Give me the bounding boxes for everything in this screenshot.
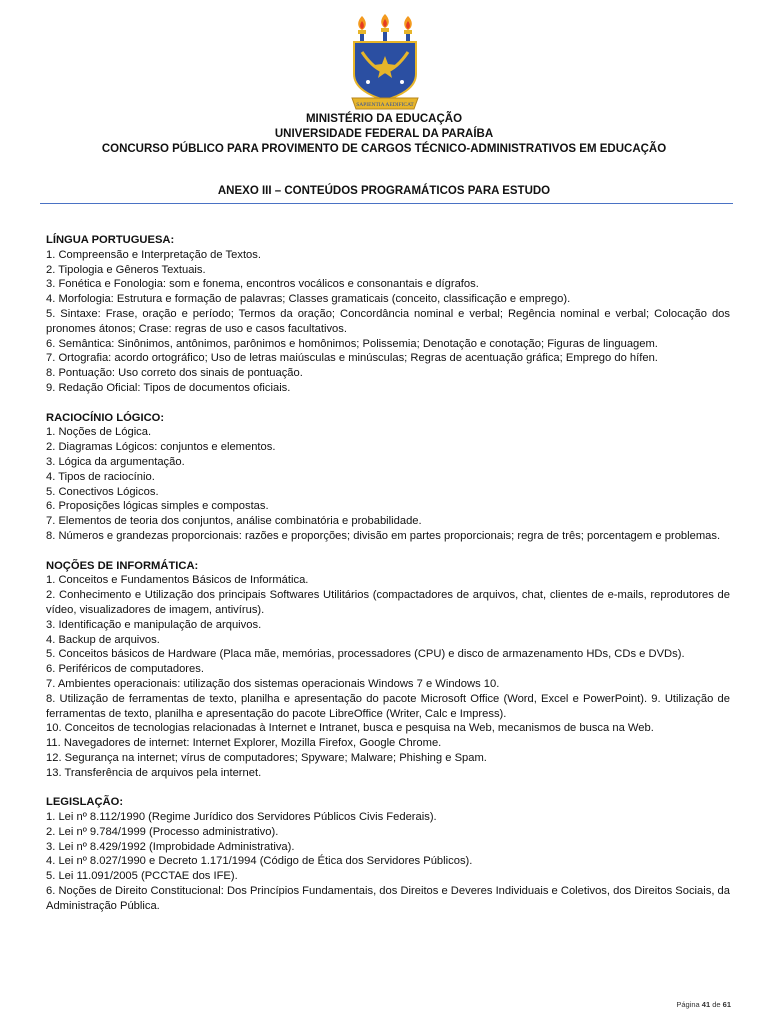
syllabus-section: [46, 795, 730, 913]
syllabus-item: 4. Morfologia: Estrutura e formação de palavras; Classes gramaticais (conceito, classificação e emprego).: [46, 293, 571, 306]
syllabus-item: 1. Lei nº 8.112/1990 (Regime Jurídico dos Servidores Públicos Civis Federais).: [46, 811, 437, 824]
syllabus-section: [46, 411, 730, 544]
total-pages: 61: [722, 1000, 731, 1009]
syllabus-item: 6. Periféricos de computadores.: [46, 663, 204, 676]
syllabus-item: 3. Lei nº 8.429/1992 (Improbidade Administrativa).: [46, 840, 295, 853]
syllabus-item: 5. Conceitos básicos de Hardware (Placa mãe, memórias, processadores (CPU) e disco de armazenamento HDs, CDs e DVDs).: [46, 648, 685, 661]
syllabus-item: 1. Compreensão e Interpretação de Textos.: [46, 248, 261, 261]
syllabus-item: 4. Tipos de raciocínio.: [46, 470, 155, 483]
of-label: de: [712, 1000, 721, 1009]
ufpb-logo: [348, 12, 422, 112]
syllabus-item: 5. Sintaxe: Frase, oração e período; Termos da oração; Concordância nominal e verbal; Regência nominal e verbal; Colocação dos pronomes átonos; Crase: regras de uso e casos facultativos.: [46, 307, 730, 335]
syllabus-item: 6. Proposições lógicas simples e compostas.: [46, 500, 269, 513]
syllabus-item: 2. Conhecimento e Utilização dos principais Softwares Utilitários (compactadores de arquivos, chat, clientes de e-mails, reprodutores de vídeo, visualizadores de imagem, antivírus).: [46, 589, 730, 616]
section-title: RACIOCÍNIO LÓGICO:: [46, 411, 165, 424]
section-title: LEGISLAÇÃO:: [46, 796, 124, 809]
syllabus-item: 7. Elementos de teoria dos conjuntos, análise combinatória e probabilidade.: [46, 515, 422, 528]
syllabus-item: 2. Lei nº 9.784/1999 (Processo administrativo).: [46, 825, 279, 838]
syllabus-item: 9. Redação Oficial: Tipos de documentos oficiais.: [46, 381, 291, 394]
header-ministry: MINISTÉRIO DA EDUCAÇÃO: [305, 113, 463, 125]
logo-motto: SAPIENTIA AEDIFICAT: [356, 102, 414, 108]
page-label: Página: [676, 1000, 700, 1009]
syllabus-item: 1. Conceitos e Fundamentos Básicos de Informática.: [46, 574, 309, 587]
header-university: UNIVERSIDADE FEDERAL DA PARAÍBA: [274, 128, 494, 140]
header-contest: CONCURSO PÚBLICO PARA PROVIMENTO DE CARGOS TÉCNICO-ADMINISTRATIVOS EM EDUCAÇÃO: [101, 143, 667, 155]
syllabus-item: 12. Segurança na internet; vírus de computadores; Spyware; Malware; Phishing e Spam.: [46, 751, 487, 764]
syllabus-item: 1. Noções de Lógica.: [46, 426, 152, 439]
section-title: NOÇÕES DE INFORMÁTICA:: [46, 559, 199, 572]
syllabus-item: 13. Transferência de arquivos pela internet.: [46, 766, 262, 779]
annex-title: ANEXO III – CONTEÚDOS PROGRAMÁTICOS PARA ESTUDO: [217, 185, 551, 197]
syllabus-item: 11. Navegadores de internet: Internet Explorer, Mozilla Firefox, Google Chrome.: [46, 737, 442, 750]
syllabus-item: 2. Diagramas Lógicos: conjuntos e elementos.: [46, 441, 276, 454]
syllabus-item: 8. Pontuação: Uso correto dos sinais de pontuação.: [46, 367, 303, 380]
document-header: [40, 112, 728, 157]
syllabus-section: [46, 559, 730, 781]
syllabus-content: [46, 233, 730, 928]
page-number: 41: [701, 1000, 711, 1009]
header-divider: [40, 203, 733, 204]
syllabus-item: 3. Fonética e Fonologia: som e fonema, encontros vocálicos e consonantais e dígrafos.: [46, 278, 479, 291]
page-footer: [676, 1000, 731, 1009]
syllabus-item: 3. Lógica da argumentação.: [46, 455, 185, 468]
syllabus-item: 6. Noções de Direito Constitucional: Dos Princípios Fundamentais, dos Direitos e Deveres Individuais e Coletivos, dos Direitos Sociais, da Administração Pública.: [46, 885, 730, 912]
section-title: LÍNGUA PORTUGUESA:: [46, 234, 175, 246]
syllabus-section: [46, 233, 730, 396]
syllabus-item: 2. Tipologia e Gêneros Textuais.: [46, 263, 206, 276]
syllabus-item: 7. Ortografia: acordo ortográfico; Uso de letras maiúsculas e minúsculas; Regras de acentuação gráfica; Emprego do hífen.: [46, 352, 658, 365]
syllabus-item: 10. Conceitos de tecnologias relacionadas à Internet e Intranet, busca e pesquisa na Web, mecanismos de busca na Web.: [46, 722, 654, 735]
syllabus-item: 5. Conectivos Lógicos.: [46, 485, 159, 498]
syllabus-item: 4. Lei nº 8.027/1990 e Decreto 1.171/1994 (Código de Ética dos Servidores Públicos).: [46, 855, 473, 868]
syllabus-item: 6. Semântica: Sinônimos, antônimos, parônimos e homônimos; Polissemia; Denotação e conotação; Figuras de linguagem.: [46, 337, 658, 350]
syllabus-item: 4. Backup de arquivos.: [46, 633, 160, 646]
syllabus-item: 8. Utilização de ferramentas de texto, planilha e apresentação do pacote Microsoft Office (Word, Excel e PowerPoint). 9. Utilização de ferramentas de texto, planilha e apresentação do pacote LibreOffice (Writer, Calc e Impress).: [46, 692, 730, 720]
syllabus-item: 3. Identificação e manipulação de arquivos.: [46, 618, 262, 631]
syllabus-item: 5. Lei 11.091/2005 (PCCTAE dos IFE).: [46, 870, 238, 883]
syllabus-item: 8. Números e grandezas proporcionais: razões e proporções; divisão em partes proporcionais; regra de três; porcentagem e problemas.: [46, 529, 721, 542]
syllabus-item: 7. Ambientes operacionais: utilização dos sistemas operacionais Windows 7 e Windows 10.: [46, 677, 500, 690]
